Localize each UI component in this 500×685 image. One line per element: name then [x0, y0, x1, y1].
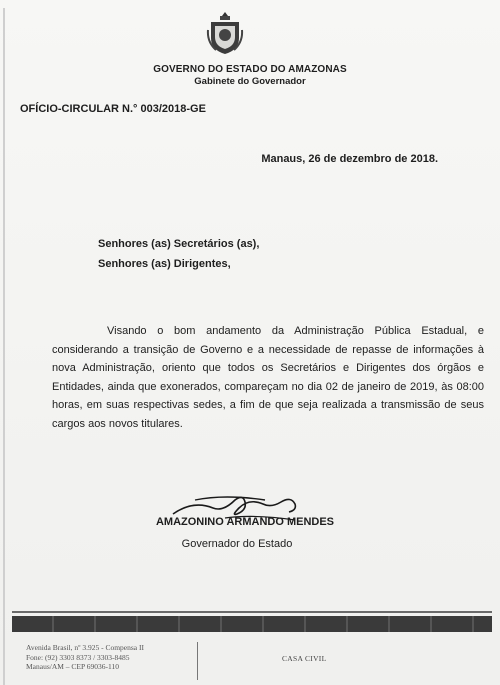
salutation: [98, 234, 259, 274]
address-street: Avenida Brasil, nº 3.925 - Compensa II: [26, 643, 144, 652]
footer-divider: [197, 642, 198, 680]
coat-of-arms-icon: [206, 10, 244, 56]
footer-band: [12, 616, 492, 632]
address-city: Manaus/AM – CEP 69036-110: [26, 662, 119, 671]
footer-rule: [12, 611, 492, 613]
document-reference: OFÍCIO-CIRCULAR N.° 003/2018-GE: [20, 103, 206, 115]
government-name: GOVERNO DO ESTADO DO AMAZONAS: [153, 64, 347, 75]
salutation-directors: Senhores (as) Dirigentes,: [98, 258, 231, 270]
salutation-secretaries: Senhores (as) Secretários (as),: [98, 238, 260, 250]
page-edge: [3, 8, 5, 685]
date-line: Manaus, 26 de dezembro de 2018.: [261, 153, 438, 165]
office-name: Gabinete do Governador: [194, 76, 306, 87]
body-paragraph: Visando o bom andamento da Administração Pública Estadual, e considerando a transição de Governo e a necessidade de repasse de informações à nova Administração, oriento que todos os Secretários e Dirigentes dos órgãos e Entidades, ainda que exonerados, compareçam no dia 02 de janeiro de 2019, às 08:00 horas, em suas respectivas sedes, a fim de que seja realizada a transmissão de seus cargos aos novos titulares.: [52, 325, 484, 430]
signer-role: Governador do Estado: [181, 538, 293, 550]
signer-name: AMAZONINO ARMANDO MENDES: [155, 516, 335, 528]
address-phone: Fone: (92) 3303 8373 / 3303-8485: [26, 652, 130, 662]
footer-address: [26, 643, 144, 672]
footer-department: CASA CIVIL: [282, 654, 327, 663]
